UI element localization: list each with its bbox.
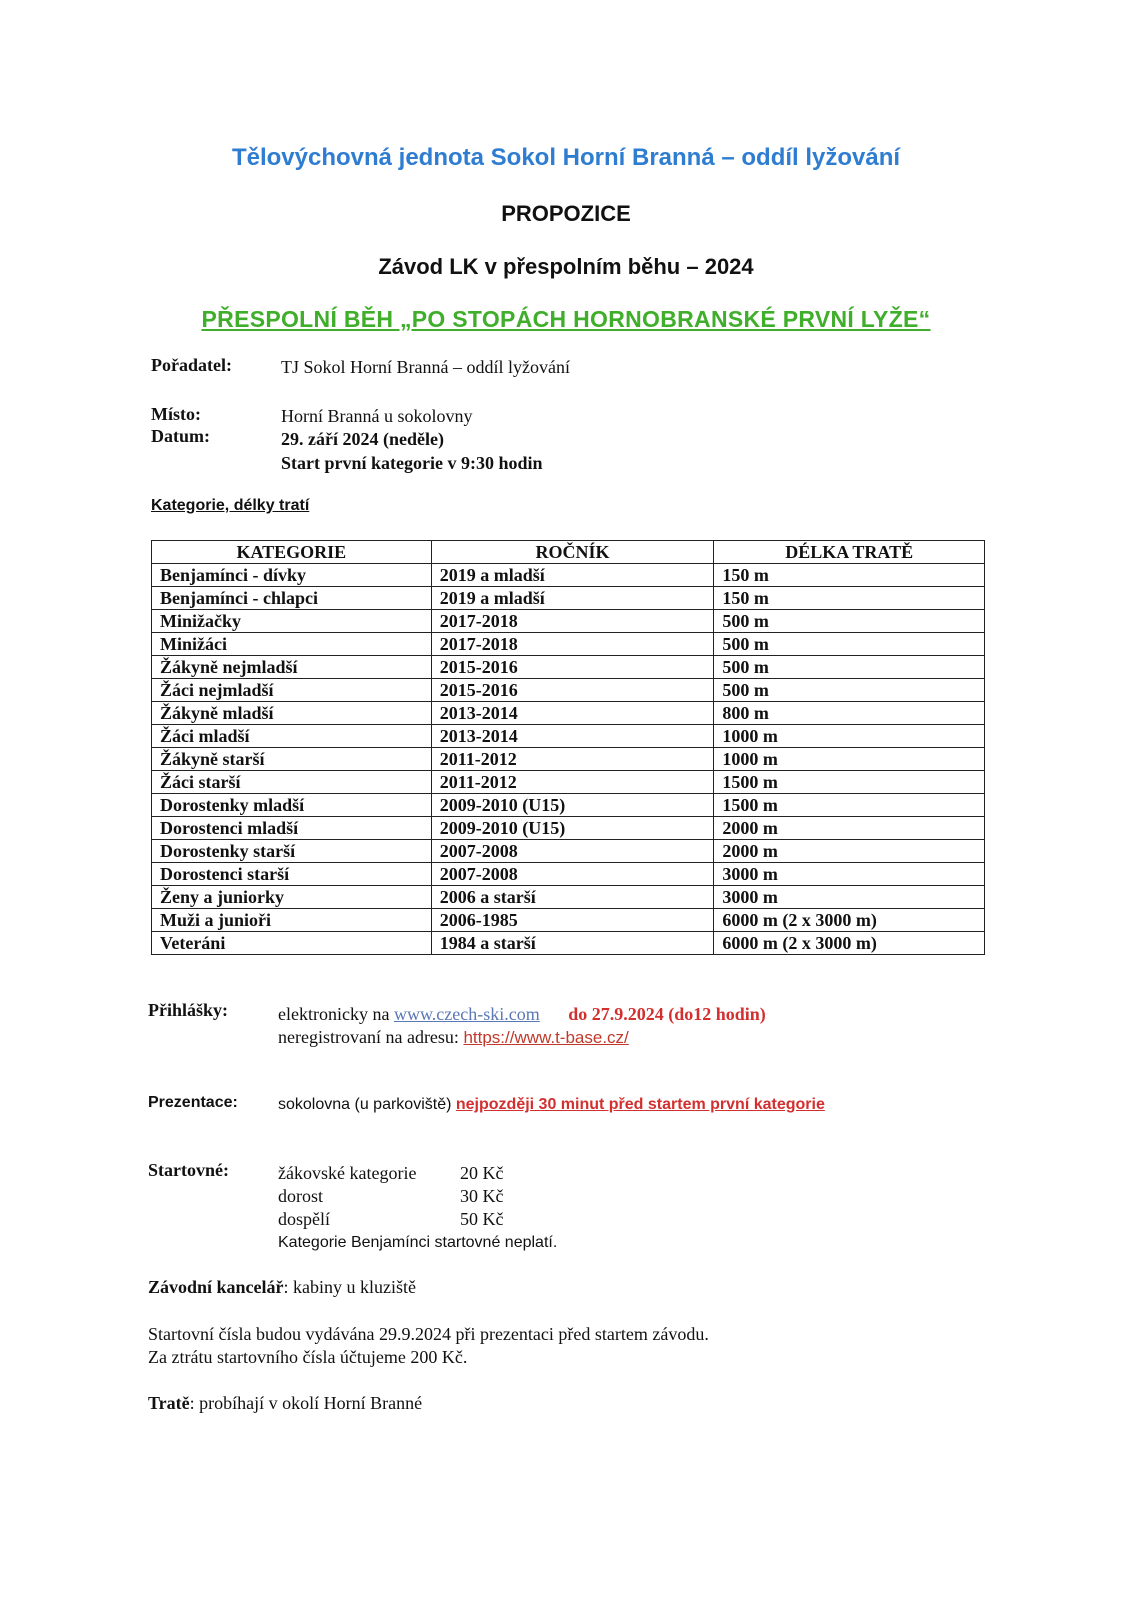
race-office-value: : kabiny u kluziště	[283, 1277, 417, 1297]
category-cell: Dorostenci starší	[152, 863, 432, 886]
distance-cell: 1500 m	[714, 794, 985, 817]
date-label: Datum:	[151, 426, 210, 446]
year-cell: 2011-2012	[431, 771, 714, 794]
year-cell: 2015-2016	[431, 656, 714, 679]
category-cell: Minižačky	[152, 610, 432, 633]
tracks-info	[148, 1393, 422, 1414]
year-cell: 2013-2014	[431, 725, 714, 748]
category-cell: Ženy a juniorky	[152, 886, 432, 909]
registration-electronic-text: elektronicky na	[278, 1004, 390, 1024]
registration-line-2	[278, 1027, 629, 1048]
tracks-label: Tratě	[148, 1393, 190, 1413]
organizer-label: Pořadatel:	[151, 355, 232, 375]
table-row	[152, 656, 985, 679]
table-row	[152, 748, 985, 771]
distance-cell: 2000 m	[714, 817, 985, 840]
category-cell: Muži a junioři	[152, 909, 432, 932]
distance-cell: 800 m	[714, 702, 985, 725]
registration-line-1	[278, 1004, 766, 1025]
fees-label: Startovné:	[148, 1160, 229, 1180]
registration-label: Přihlášky:	[148, 1000, 229, 1020]
race-office-label: Závodní kancelář	[148, 1277, 284, 1297]
table-row	[152, 587, 985, 610]
year-cell: 2013-2014	[431, 702, 714, 725]
year-cell: 2011-2012	[431, 748, 714, 771]
column-header-category: KATEGORIE	[152, 541, 432, 564]
table-row	[152, 679, 985, 702]
category-cell: Žákyně starší	[152, 748, 432, 771]
category-cell: Žákyně nejmladší	[152, 656, 432, 679]
t-base-link[interactable]: https://www.t-base.cz/	[463, 1028, 629, 1047]
category-cell: Žáci starší	[152, 771, 432, 794]
column-header-year: ROČNÍK	[431, 541, 714, 564]
race-office	[148, 1277, 416, 1298]
year-cell: 2015-2016	[431, 679, 714, 702]
distance-cell: 150 m	[714, 587, 985, 610]
fee-name: dospělí	[278, 1209, 330, 1229]
place-value: Horní Branná u sokolovny	[281, 406, 473, 426]
category-cell: Žáci nejmladší	[152, 679, 432, 702]
table-row	[152, 932, 985, 955]
fee-price: 30 Kč	[460, 1186, 504, 1206]
table-row	[152, 909, 985, 932]
categories-table	[151, 540, 985, 955]
race-subtitle: PŘESPOLNÍ BĚH „PO STOPÁCH HORNOBRANSKÉ PRVNÍ LYŽE“	[201, 306, 931, 332]
table-row	[152, 817, 985, 840]
organization-title: Tělovýchovná jednota Sokol Horní Branná – oddíl lyžování	[231, 144, 901, 171]
fees-note: Kategorie Benjamínci startovné neplatí.	[278, 1234, 558, 1251]
presentation-deadline: nejpozději 30 minut před startem první kategorie	[455, 1096, 825, 1113]
column-header-distance: DÉLKA TRATĚ	[714, 541, 985, 564]
table-row	[152, 840, 985, 863]
start-number-loss-fee: Za ztrátu startovního čísla účtujeme 200 Kč.	[148, 1347, 468, 1367]
tracks-value: : probíhají v okolí Horní Branné	[189, 1393, 423, 1413]
table-row	[152, 863, 985, 886]
place-label: Místo:	[151, 404, 201, 424]
start-numbers-info: Startovní čísla budou vydávána 29.9.2024 při prezentaci před startem závodu.	[148, 1324, 709, 1344]
year-cell: 2019 a mladší	[431, 564, 714, 587]
year-cell: 2007-2008	[431, 863, 714, 886]
distance-cell: 500 m	[714, 656, 985, 679]
category-cell: Dorostenky mladší	[152, 794, 432, 817]
year-cell: 2009-2010 (U15)	[431, 794, 714, 817]
registration-unregistered-text: neregistrovaní na adresu:	[278, 1027, 459, 1047]
date-value: 29. září 2024 (neděle)	[281, 429, 444, 449]
distance-cell: 500 m	[714, 679, 985, 702]
year-cell: 1984 a starší	[431, 932, 714, 955]
year-cell: 2017-2018	[431, 633, 714, 656]
category-cell: Žákyně mladší	[152, 702, 432, 725]
organizer-value: TJ Sokol Horní Branná – oddíl lyžování	[281, 357, 570, 377]
document-type: PROPOZICE	[501, 201, 631, 226]
table-row	[152, 794, 985, 817]
category-cell: Dorostenci mladší	[152, 817, 432, 840]
category-cell: Dorostenky starší	[152, 840, 432, 863]
distance-cell: 3000 m	[714, 886, 985, 909]
distance-cell: 1000 m	[714, 725, 985, 748]
distance-cell: 6000 m (2 x 3000 m)	[714, 909, 985, 932]
distance-cell: 2000 m	[714, 840, 985, 863]
category-cell: Veteráni	[152, 932, 432, 955]
year-cell: 2006-1985	[431, 909, 714, 932]
category-cell: Benjamínci - dívky	[152, 564, 432, 587]
race-title: Závod LK v přespolním běhu – 2024	[378, 254, 754, 279]
registration-deadline: do 27.9.2024 (do12 hodin)	[568, 1004, 766, 1024]
distance-cell: 3000 m	[714, 863, 985, 886]
distance-cell: 1500 m	[714, 771, 985, 794]
categories-heading: Kategorie, délky tratí	[151, 497, 310, 514]
distance-cell: 150 m	[714, 564, 985, 587]
czech-ski-link[interactable]: www.czech-ski.com	[393, 1004, 540, 1024]
year-cell: 2009-2010 (U15)	[431, 817, 714, 840]
table-row	[152, 633, 985, 656]
year-cell: 2017-2018	[431, 610, 714, 633]
distance-cell: 1000 m	[714, 748, 985, 771]
presentation-place: sokolovna (u parkoviště)	[278, 1096, 452, 1113]
fee-price: 50 Kč	[460, 1209, 504, 1229]
category-cell: Žáci mladší	[152, 725, 432, 748]
fee-price: 20 Kč	[460, 1163, 504, 1183]
table-row	[152, 564, 985, 587]
table-row	[152, 886, 985, 909]
distance-cell: 500 m	[714, 610, 985, 633]
table-row	[152, 702, 985, 725]
table-row	[152, 771, 985, 794]
table-row	[152, 725, 985, 748]
category-cell: Benjamínci - chlapci	[152, 587, 432, 610]
category-cell: Minižáci	[152, 633, 432, 656]
fee-name: žákovské kategorie	[278, 1163, 417, 1183]
year-cell: 2007-2008	[431, 840, 714, 863]
year-cell: 2019 a mladší	[431, 587, 714, 610]
start-time: Start první kategorie v 9:30 hodin	[281, 453, 543, 473]
presentation-line	[278, 1096, 825, 1114]
presentation-label: Prezentace:	[148, 1094, 238, 1111]
distance-cell: 6000 m (2 x 3000 m)	[714, 932, 985, 955]
distance-cell: 500 m	[714, 633, 985, 656]
table-row	[152, 610, 985, 633]
table-header-row	[152, 541, 985, 564]
fee-name: dorost	[278, 1186, 323, 1206]
year-cell: 2006 a starší	[431, 886, 714, 909]
